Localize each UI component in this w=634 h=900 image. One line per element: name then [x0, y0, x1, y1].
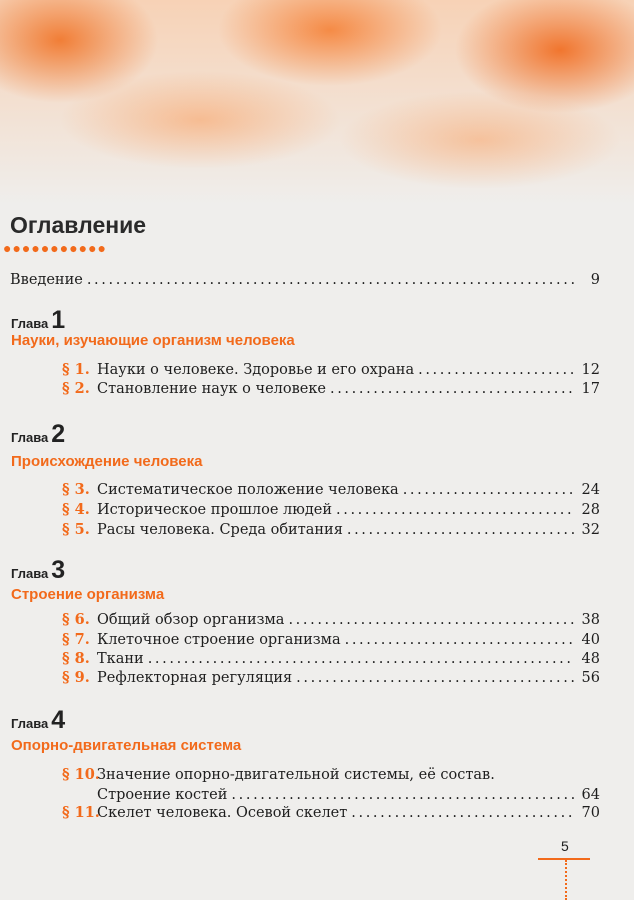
toc-entry[interactable]: [0, 520, 600, 540]
section-number: § 2.: [62, 380, 90, 397]
chapter-label-4: Глава 4: [11, 706, 66, 734]
entry-text: Становление наук о человеке: [97, 381, 326, 397]
section-number: § 11.: [62, 804, 100, 821]
page-number: 5: [561, 838, 569, 854]
entry-text: Систематическое положение человека: [97, 482, 399, 498]
leader-dots: [403, 480, 574, 500]
entry-page: 48: [581, 651, 600, 667]
entry-page: 24: [581, 482, 600, 498]
entry-page: 40: [581, 632, 600, 648]
toc-entry-continuation[interactable]: [0, 785, 600, 805]
toc-entry[interactable]: [0, 379, 600, 399]
page-number-rule: [538, 858, 590, 860]
chapter-title-2: Происхождение человека: [11, 453, 203, 470]
entry-page: 32: [581, 522, 600, 538]
section-number: § 5.: [62, 521, 90, 538]
section-number: § 3.: [62, 481, 90, 498]
toc-entry-intro[interactable]: [0, 270, 600, 290]
section-number: § 8.: [62, 650, 90, 667]
leader-dots: [148, 649, 574, 669]
leader-dots: [288, 610, 574, 630]
leader-dots: [87, 270, 574, 290]
entry-text: Ткани: [97, 651, 144, 667]
chapter-title-3: Строение организма: [11, 586, 165, 603]
leader-dots: [345, 630, 574, 650]
leader-dots: [418, 360, 574, 380]
toc-entry[interactable]: [0, 630, 600, 650]
toc-entry[interactable]: [0, 610, 600, 630]
entry-page: 17: [581, 381, 600, 397]
entry-page: 38: [581, 612, 600, 628]
entry-page: 70: [581, 805, 600, 821]
chapter-title-4: Опорно-двигательная система: [11, 737, 242, 754]
decorative-header-image: [0, 0, 634, 205]
chapter-label-3: Глава 3: [11, 556, 66, 584]
leader-dots: [296, 668, 574, 688]
section-number: § 4.: [62, 501, 90, 518]
section-number: § 1.: [62, 361, 90, 378]
toc-entry[interactable]: [0, 649, 600, 669]
chapter-title-1: Науки, изучающие организм человека: [11, 332, 295, 349]
page-number-dotted-line: [565, 860, 567, 900]
chapter-label-2: Глава 2: [11, 420, 66, 448]
entry-text: Клеточное строение организма: [97, 632, 341, 648]
leader-dots: [330, 379, 574, 399]
leader-dots: [351, 803, 574, 823]
entry-text: Строение костей: [97, 787, 228, 803]
toc-entry[interactable]: [0, 360, 600, 380]
leader-dots: [336, 500, 574, 520]
entry-page: 12: [581, 362, 600, 378]
chapter-label-1: Глава 1: [11, 306, 66, 334]
section-number: § 9.: [62, 669, 90, 686]
toc-entry[interactable]: [0, 668, 600, 688]
entry-page: 64: [581, 787, 600, 803]
entry-text: Общий обзор организма: [97, 612, 285, 628]
toc-entry[interactable]: [0, 480, 600, 500]
section-number: § 10.: [62, 766, 100, 783]
leader-dots: [231, 785, 574, 805]
entry-text: Рефлекторная регуляция: [97, 670, 293, 686]
entry-text: Введение: [10, 272, 83, 288]
entry-text: Расы человека. Среда обитания: [97, 522, 343, 538]
entry-text: Скелет человека. Осевой скелет: [97, 805, 348, 821]
toc-entry[interactable]: [0, 765, 600, 785]
toc-entry[interactable]: [0, 500, 600, 520]
entry-text: Науки о человеке. Здоровье и его охрана: [97, 362, 415, 378]
entry-page: 28: [581, 502, 600, 518]
entry-text: Значение опорно-двигательной системы, её состав.: [97, 767, 495, 783]
section-number: § 7.: [62, 631, 90, 648]
entry-page: 56: [581, 670, 600, 686]
title-dots-divider: ●●●●●●●●●●●: [3, 240, 108, 256]
page-title: Оглавление: [10, 212, 147, 238]
entry-text: Историческое прошлое людей: [97, 502, 333, 518]
section-number: § 6.: [62, 611, 90, 628]
entry-page: 9: [590, 272, 600, 288]
toc-entry[interactable]: [0, 803, 600, 823]
leader-dots: [347, 520, 574, 540]
